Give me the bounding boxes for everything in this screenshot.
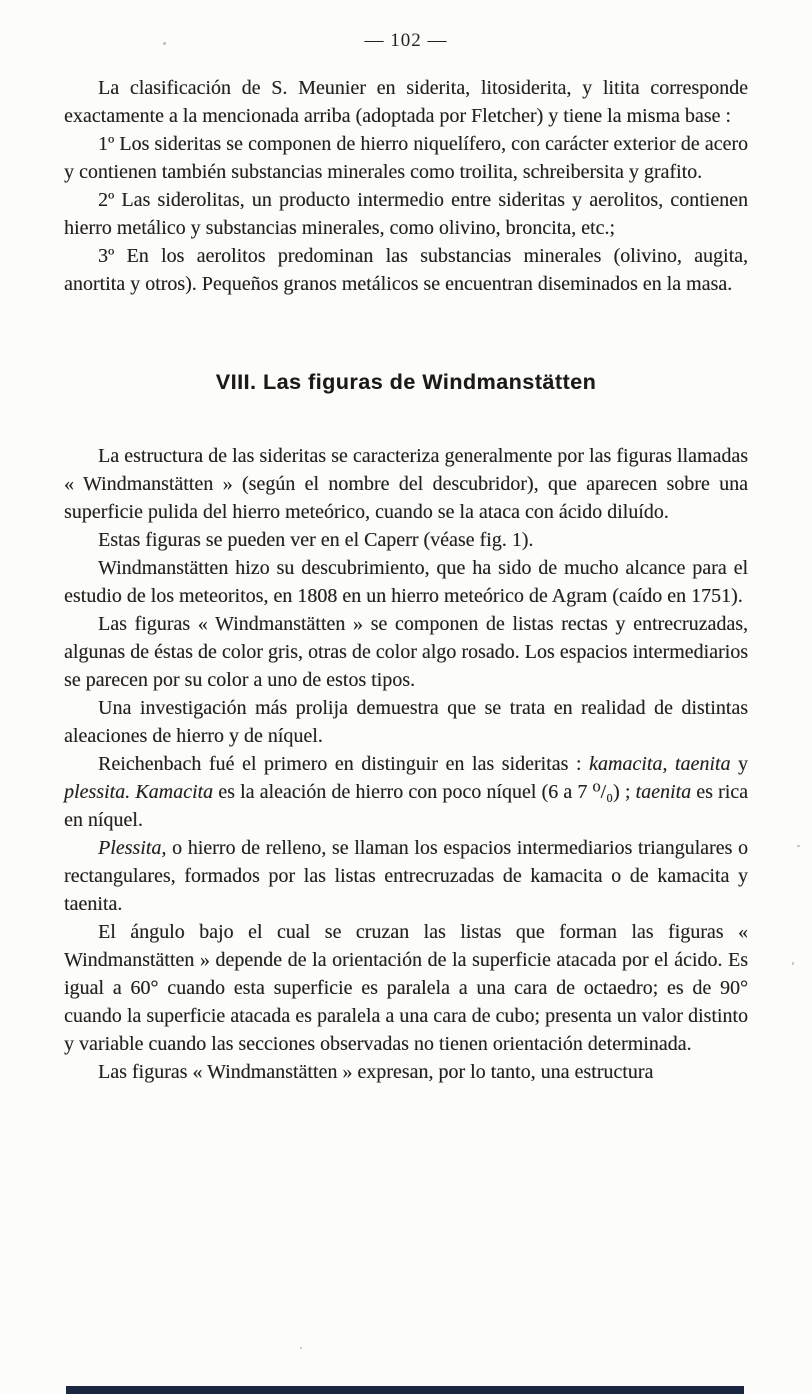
- paragraph: Las figuras « Windmanstätten » se componen de listas rectas y entrecruzadas, algunas de éstas de color gris, otras de color algo rosado. Los espacios intermediarios se parecen por su color a uno de estos tipos.: [64, 613, 748, 691]
- paragraph: Las figuras « Windmanstätten » expresan, por lo tanto, una estructura: [98, 1061, 654, 1083]
- paragraph: La estructura de las sideritas se caracteriza generalmente por las figuras llamadas « Windmanstätten » (según el nombre del descubridor), que aparecen sobre una superficie pulida del hierro meteórico, cuando se la ataca con ácido diluído.: [64, 445, 748, 523]
- paragraph: Estas figuras se pueden ver en el Caperr (véase fig. 1).: [98, 529, 534, 551]
- paragraph: 2º Las siderolitas, un producto intermedio entre sideritas y aerolitos, contienen hierro metálico y substancias minerales, como olivino, broncita, etc.;: [64, 189, 748, 239]
- scan-speck: [163, 42, 166, 45]
- paragraph: Windmanstätten hizo su descubrimiento, que ha sido de mucho alcance para el estudio de los meteoritos, en 1808 en un hierro meteórico de Agram (caído en 1751).: [64, 557, 748, 607]
- paragraph: 3º En los aerolitos predominan las substancias minerales (olivino, augita, anortita y otros). Pequeños granos metálicos se encuentran diseminados en la masa.: [64, 245, 748, 295]
- paragraph: El ángulo bajo el cual se cruzan las listas que forman las figuras « Windmanstätten » depende de la orientación de la superficie atacada por el ácido. Es igual a 60° cuando esta superficie es paralela a una cara de octaedro; es de 90° cuando la superficie atacada es paralela a una cara de cubo; presenta un valor distinto y variable cuando las secciones observadas no tienen orientación determinada.: [64, 921, 748, 1055]
- paragraph: La clasificación de S. Meunier en siderita, litosiderita, y litita corresponde exactamente a la mencionada arriba (adoptada por Fletcher) y tiene la misma base :: [64, 77, 748, 127]
- section-heading: VIII. Las figuras de Windmanstätten: [215, 370, 597, 394]
- paragraph: Reichenbach fué el primero en distinguir en las sideritas : kamacita, taenita y plessita. Kamacita es la aleación de hierro con poco níquel (6 a 7 ⁰/₀) ; taenita es rica en níquel.: [64, 753, 749, 831]
- paragraph: 1º Los sideritas se componen de hierro niquelífero, con carácter exterior de acero y contienen también substancias minerales como troilita, schreibersita y grafito.: [64, 133, 748, 183]
- scan-speck: [792, 962, 794, 965]
- paragraph: Plessita, o hierro de relleno, se llaman los espacios intermediarios triangulares o rectangulares, formados por las listas entrecruzadas de kamacita o de kamacita y taenita.: [64, 837, 748, 915]
- intro-paragraphs: [64, 74, 748, 298]
- body-text-block: [64, 74, 748, 1086]
- page-number: — 102 —: [364, 30, 448, 51]
- scan-speck: [797, 845, 800, 847]
- paragraph: Una investigación más prolija demuestra que se trata en realidad de distintas aleaciones de hierro y de níquel.: [64, 697, 748, 747]
- page-bottom-scan-artifact: [66, 1386, 744, 1394]
- scan-speck: [300, 1347, 302, 1349]
- section-paragraphs: [64, 442, 748, 1086]
